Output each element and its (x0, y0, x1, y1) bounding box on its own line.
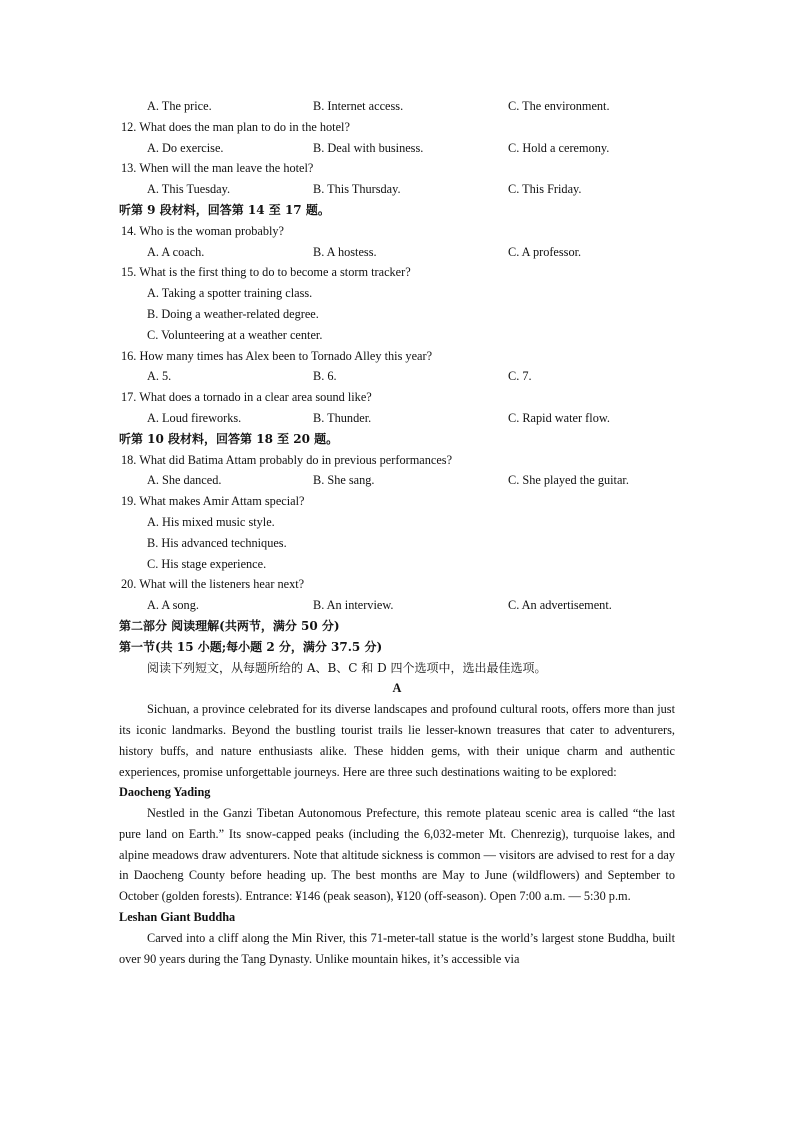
option-b: B. She sang. (313, 473, 375, 488)
option-a: A. The price. (147, 99, 212, 113)
option-b: B. Deal with business. (313, 140, 424, 155)
page-content (119, 96, 675, 969)
part-2-title: 第二部分 阅读理解(共两节，满分 50 分) (119, 618, 340, 633)
option-b: B. 6. (313, 369, 337, 384)
q14-options (119, 242, 675, 263)
question-19: 19. What makes Amir Attam special? (121, 494, 305, 509)
q18-options (119, 470, 675, 491)
passage-intro: Sichuan, a province celebrated for its diverse landscapes and profound cultural roots, offers more than just its iconic landmarks. Beyond the bustling tourist trails lie lesser-known treasures that cater to adventurers, history buffs, and nature enthusiasts alike. These hidden gems, with their unique charm and authentic experiences, promise unforgettable journeys. Here are three such destinations waiting to be explored: (119, 702, 675, 779)
q13-options (119, 179, 675, 200)
option-a: A. Loud fireworks. (147, 410, 242, 425)
option-c: C. His stage experience. (147, 556, 267, 571)
option-c: C. Volunteering at a weather center. (147, 327, 323, 342)
option-b: B. Internet access. (313, 99, 404, 113)
passage-label: A (392, 681, 402, 696)
option-a: A. A coach. (147, 244, 205, 259)
q17-options (119, 408, 675, 429)
question-16: 16. How many times has Alex been to Tornado Alley this year? (121, 348, 433, 363)
option-b: B. His advanced techniques. (147, 535, 287, 550)
option-c: C. The environment. (508, 99, 610, 113)
section-10-heading: 听第 10 段材料，回答第 18 至 20 题。 (119, 431, 339, 446)
option-a: A. Do exercise. (147, 140, 224, 155)
destination-text: Nestled in the Ganzi Tibetan Autonomous Prefecture, this remote plateau scenic area is called “the last pure land on Earth.” Its snow-capped peaks (including the 6,032-meter Mt. Chenrezig), turquoise lakes, and alpine meadows draw adventurers. Note that altitude sickness is common — visitors are advised to rest for a day in Daocheng County before heading up. The best months are May to June (wildflowers) and September to October (golden forests). Entrance: ¥146 (peak season), ¥120 (off-season). Open 7:00 a.m. — 5:30 p.m. (119, 806, 675, 904)
destination-title: Leshan Giant Buddha (119, 910, 236, 925)
option-b: B. An interview. (313, 598, 394, 613)
destination-text: Carved into a cliff along the Min River, this 71-meter-tall statue is the world’s largest stone Buddha, built over 90 years during the Tang Dynasty. Unlike mountain hikes, it’s accessible via (119, 930, 675, 966)
question-15: 15. What is the first thing to do to become a storm tracker? (121, 265, 411, 280)
option-b: B. Thunder. (313, 410, 372, 425)
question-17: 17. What does a tornado in a clear area sound like? (121, 390, 372, 405)
option-c: C. She played the guitar. (508, 473, 629, 488)
section-1-title: 第一节(共 15 小题;每小题 2 分，满分 37.5 分) (119, 639, 383, 654)
option-c: C. An advertisement. (508, 598, 612, 613)
option-b: B. This Thursday. (313, 182, 401, 197)
q16-options (119, 366, 675, 387)
q11-options (119, 96, 675, 117)
option-b: B. A hostess. (313, 244, 377, 259)
question-20: 20. What will the listeners hear next? (121, 577, 305, 592)
option-c: C. 7. (508, 369, 532, 384)
section-9-heading: 听第 9 段材料，回答第 14 至 17 题。 (119, 202, 330, 217)
option-a: A. Taking a spotter training class. (147, 286, 313, 301)
option-c: C. Rapid water flow. (508, 410, 610, 425)
question-13: 13. When will the man leave the hotel? (121, 161, 314, 176)
destination-title: Daocheng Yading (119, 785, 211, 800)
option-a: A. A song. (147, 598, 199, 613)
option-c: C. Hold a ceremony. (508, 140, 610, 155)
question-18: 18. What did Batima Attam probably do in previous performances? (121, 452, 453, 467)
option-a: A. His mixed music style. (147, 514, 275, 529)
instructions: 阅读下列短文，从每题所给的 A、B、C 和 D 四个选项中，选出最佳选项。 (147, 660, 547, 675)
option-a: A. She danced. (147, 473, 222, 488)
option-c: C. A professor. (508, 244, 582, 259)
option-b: B. Doing a weather-related degree. (147, 306, 319, 321)
option-a: A. This Tuesday. (147, 182, 231, 197)
q12-options (119, 138, 675, 159)
option-a: A. 5. (147, 369, 172, 384)
question-12: 12. What does the man plan to do in the hotel? (121, 119, 350, 134)
q20-options (119, 595, 675, 616)
option-c: C. This Friday. (508, 182, 582, 197)
question-14: 14. Who is the woman probably? (121, 223, 285, 238)
